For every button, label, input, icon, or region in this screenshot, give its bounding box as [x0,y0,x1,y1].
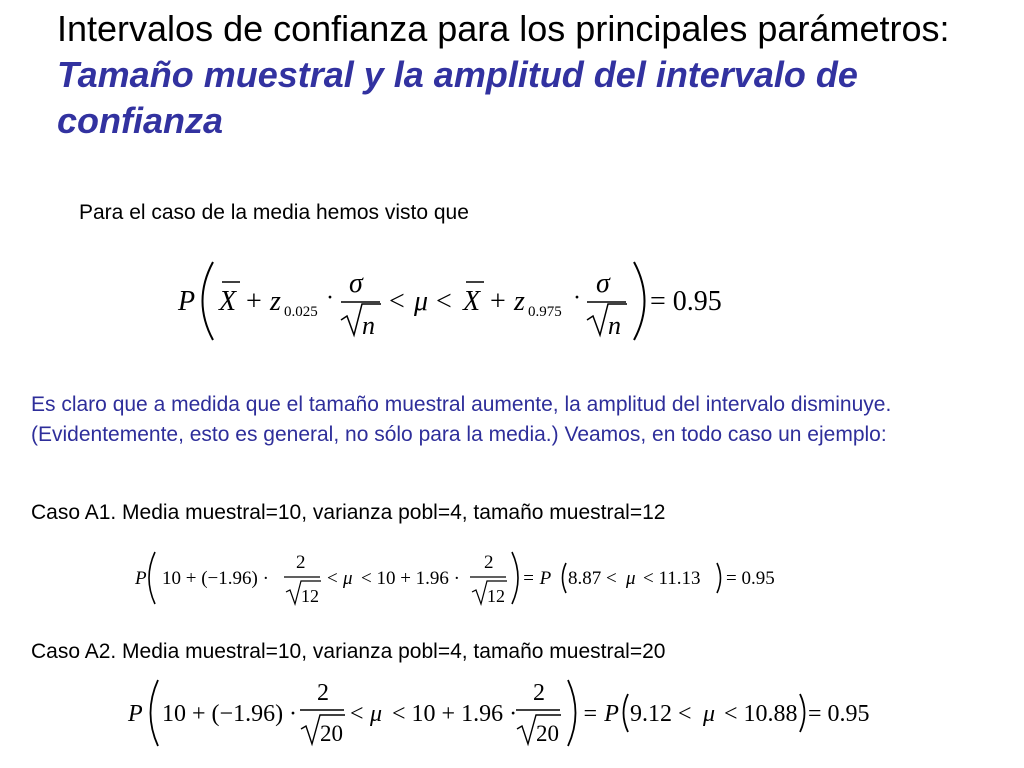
a1-result: = 0.95 [726,568,775,589]
a2-lt: < [350,701,364,727]
a1-lower: 8.87 < [568,568,617,589]
a2-eqP: = P [582,701,619,727]
a1-num-1: 2 [296,552,306,573]
formula-dot-1: · [326,285,334,311]
a2-mid: < 10 + 1.96 · [392,701,518,727]
formula-z-2: z [514,286,525,317]
a1-den-2: 12 [487,586,505,606]
a1-lt: < [327,568,338,589]
formula-sigma-2: σ [596,268,610,299]
a2-num-1: 2 [317,680,329,706]
formula-mu: μ [414,286,429,317]
a2-P: P [128,701,143,727]
intro-text: Para el caso de la media hemos visto que [79,201,469,224]
a2-mu: μ [370,701,383,727]
a1-mu: μ [343,568,353,589]
a1-mid: < 10 + 1.96 · [361,568,461,589]
a2-den-1: 20 [320,721,343,746]
formula-P: P [178,286,196,317]
a1-left: 10 + (−1.96) · [162,568,269,589]
a1-num-2: 2 [484,552,494,573]
formula-plus-1: + [246,286,262,317]
a2-num-2: 2 [533,680,545,706]
formula-dot-2: · [573,285,581,311]
a1-eqP: = P [522,568,552,589]
formula-z-sub-2: 0.975 [528,304,562,320]
formula-n-2: n [608,311,621,340]
formula-lt-1: < [389,286,405,317]
a1-den-1: 12 [301,586,319,606]
a2-left: 10 + (−1.96) · [162,701,298,727]
formula-n-1: n [362,311,375,340]
title-highlight: Tamaño muestral y la amplitud del intervalo de confianza [57,54,858,141]
formula-lt-2: < [436,286,452,317]
formula-z-1: z [270,286,281,317]
formula-sigma-1: σ [349,268,363,299]
a2-upper: < 10.88 [724,701,798,727]
case-a1-label: Caso A1. Media muestral=10, varianza pobl=4, tamaño muestral=12 [31,501,666,524]
a1-mu-2: μ [626,568,636,589]
a2-result: = 0.95 [808,701,870,727]
formula-z-sub-1: 0.025 [284,304,318,320]
formula-xbar-1: X [219,286,237,317]
case-a2-label: Caso A2. Media muestral=10, varianza pobl=4, tamaño muestral=20 [31,640,666,663]
a2-lower: 9.12 < [630,701,692,727]
a2-mu-2: μ [703,701,716,727]
explanation-paragraph: Es claro que a medida que el tamaño muestral aumente, la amplitud del intervalo disminuye. (Evidentemente, esto es general, no sólo para la media.) Veamos, en todo caso un ejemplo: [31,393,892,446]
formula-result: = 0.95 [650,286,722,317]
a1-P: P [135,568,147,589]
formula-plus-2: + [490,286,506,317]
a2-den-2: 20 [536,721,559,746]
title-plain: Intervalos de confianza para los principales parámetros: [57,8,950,49]
formula-xbar-2: X [463,286,481,317]
a1-upper: < 11.13 [643,568,701,589]
